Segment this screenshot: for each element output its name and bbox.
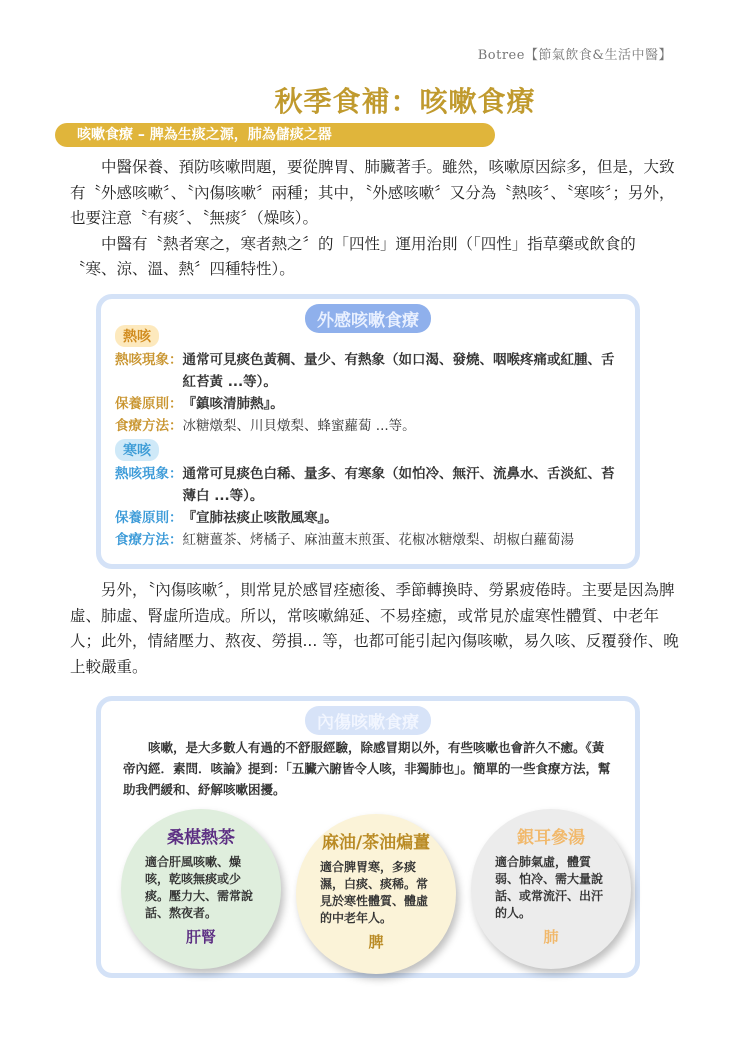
- remedy-organ: 肝腎: [185, 928, 216, 946]
- row-value: 紅糖薑茶、烤橘子、麻油薑末煎蛋、花椒冰糖燉梨、胡椒白蘿蔔湯: [182, 532, 574, 548]
- intro-paragraph-2: 中醫有〝熱者寒之，寒者熱之〞的「四性」運用治則（「四性」指草藥或飲食的〝寒、涼、溫、熱〞四種特性）。: [70, 234, 636, 278]
- remedy-circle-white-fungus: [471, 809, 631, 969]
- remedy-organ: 脾: [368, 933, 384, 951]
- page-header-brand: Botree【節氣飲食&生活中醫】: [477, 48, 672, 63]
- hot-cough-tag: 熱咳: [115, 325, 159, 347]
- internal-cough-box: [96, 696, 640, 978]
- remedy-desc: 適合肝風咳嗽、燥咳，乾咳無痰或少痰。壓力大、需常說話、熬夜者。: [145, 855, 254, 920]
- hot-principle-row: [115, 393, 625, 415]
- row-value: 冰糖燉梨、川貝燉梨、蜂蜜蘿蔔 ...等。: [182, 418, 416, 434]
- remedy-name: 麻油/茶油煸薑: [321, 833, 431, 853]
- hot-symptom-row: [115, 349, 625, 393]
- remedy-circle-sesame-ginger: [296, 814, 456, 974]
- external-box-title: 外感咳嗽食療: [305, 304, 431, 333]
- row-label: 保養原則：: [115, 510, 183, 526]
- remedy-name: 銀耳參湯: [517, 828, 585, 848]
- remedy-circle-mulberry: [121, 809, 281, 969]
- intro-paragraph-1: 中醫保養、預防咳嗽問題，要從脾胃、肺臟著手。雖然，咳嗽原因綜多，但是，大致有〝外感咳嗽〞、〝內傷咳嗽〞兩種；其中，〝外感咳嗽〞又分為〝熱咳〞、〝寒咳〞；另外，也要注意〝有痰〞、〝無痰〞（燥咳）。: [70, 158, 675, 227]
- intro-text: [70, 155, 680, 283]
- row-value: 通常可見痰色白稀、量多、有寒象（如怕冷、無汗、流鼻水、舌淡紅、苔薄白 ...等）。: [182, 466, 615, 504]
- row-value: 『鎮咳清肺熱』。: [182, 396, 284, 412]
- external-cough-box: [96, 294, 640, 569]
- middle-text: [70, 578, 680, 680]
- remedy-desc: 適合脾胃寒，多痰濕，白痰、痰稀。常見於寒性體質、體虛的中老年人。: [320, 860, 429, 925]
- row-label: 食療方法：: [115, 532, 183, 548]
- remedy-name: 桑椹熱茶: [167, 828, 235, 848]
- remedy-circles: [101, 809, 635, 989]
- cold-cough-tag: 寒咳: [115, 439, 159, 461]
- hot-remedy-row: [115, 415, 625, 437]
- row-label: 熱咳現象：: [115, 466, 183, 482]
- cold-remedy-row: [115, 529, 625, 551]
- row-label: 保養原則：: [115, 396, 183, 412]
- remedy-desc: 適合肺氣虛，體質弱、怕冷、需大量說話、或常流汗、出汗的人。: [495, 855, 604, 920]
- section-heading: 咳嗽食療 – 脾為生痰之源，肺為儲痰之器: [55, 123, 495, 147]
- row-label: 食療方法：: [115, 418, 183, 434]
- row-value: 『宣肺祛痰止咳散風寒』。: [182, 510, 338, 526]
- internal-box-title: 內傷咳嗽食療: [305, 706, 431, 735]
- internal-box-intro: 咳嗽，是大多數人有過的不舒服經驗，除感冒期以外，有些咳嗽也會許久不癒。《黃帝內經．素問．咳論》提到：「五臟六腑皆令人咳，非獨肺也」。簡單的一些食療方法，幫助我們緩和、紓解咳嗽困擾。: [123, 740, 611, 797]
- cold-symptom-row: [115, 463, 625, 507]
- row-value: 通常可見痰色黃稠、量少、有熱象（如口渴、發燒、咽喉疼痛或紅腫、舌紅苔黃 ...等）。: [182, 352, 615, 390]
- cold-principle-row: [115, 507, 625, 529]
- page-title: 秋季食補：咳嗽食療: [274, 85, 536, 118]
- remedy-organ: 肺: [543, 928, 559, 946]
- row-label: 熱咳現象：: [115, 352, 183, 368]
- middle-paragraph: 另外，〝內傷咳嗽〞，則常見於感冒痊癒後、季節轉換時、勞累疲倦時。主要是因為脾虛、肺虛、腎虛所造成。所以，常咳嗽綿延、不易痊癒，或常見於虛寒性體質、中老年人；此外，情緒壓力、熬夜、勞損... 等，也都可能引起內傷咳嗽，易久咳、反覆發作、晚上較嚴重。: [70, 581, 679, 676]
